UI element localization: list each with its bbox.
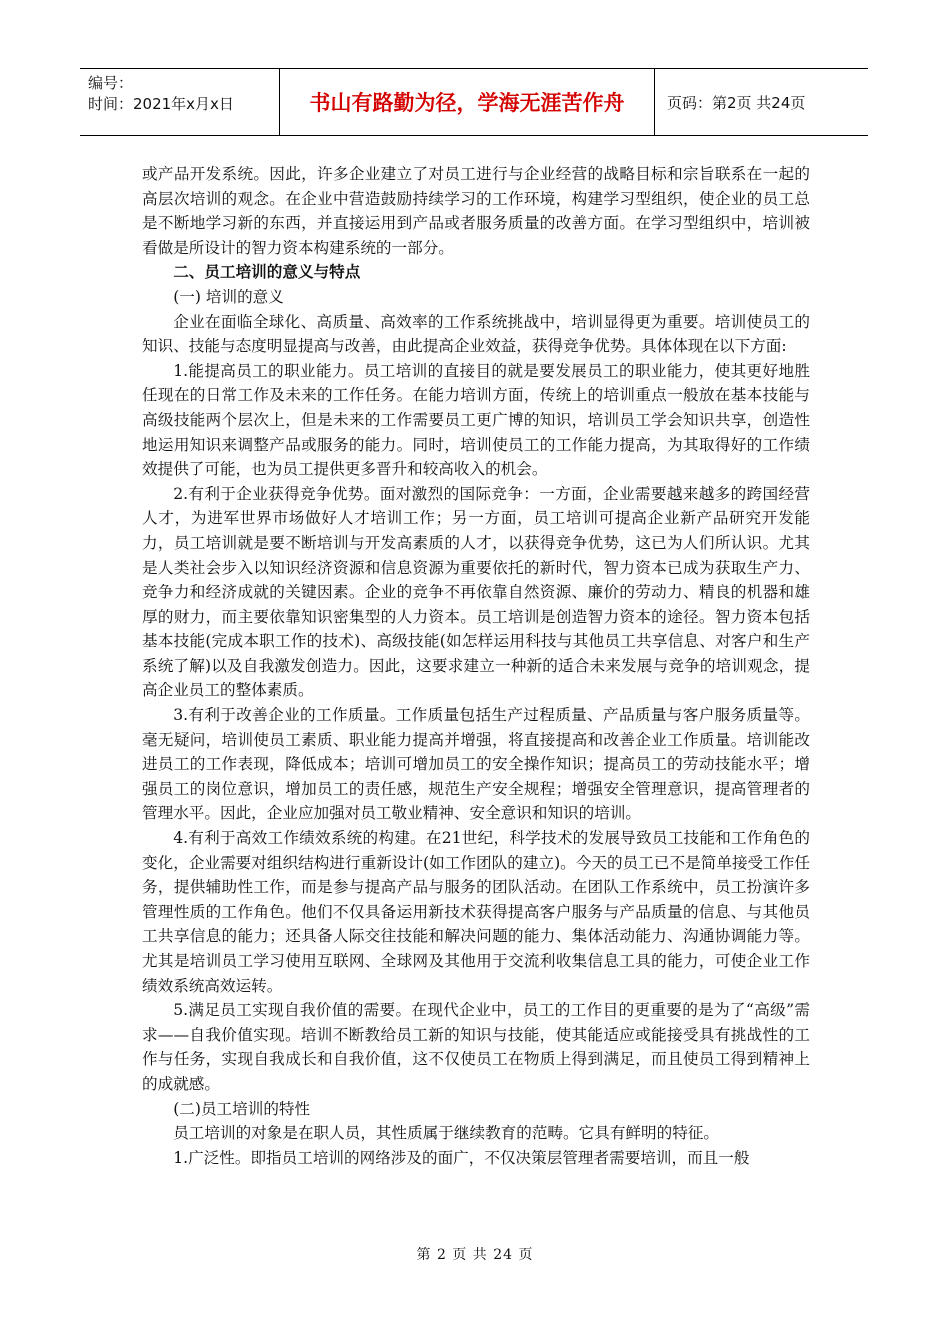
subsection-heading: (二)员工培训的特性 bbox=[173, 1099, 311, 1118]
page-footer: 第 2 页 共 24 页 bbox=[416, 1247, 534, 1263]
paragraph: 1.广泛性。即指员工培训的网络涉及的面广，不仅决策层管理者需要培训，而且一般 bbox=[173, 1148, 750, 1167]
paragraph: 或产品开发系统。因此，许多企业建立了对员工进行与企业经营的战略目标和宗旨联系在一起的高层次培训的观念。在企业中营造鼓励持续学习的工作环境，构建学习型组织，使企业的员工总是不断地学习新的东西，并直接运用到产品或者服务质量的改善方面。在学习型组织中，培训被看做是所设计的智力资本构建系统的一部分。 bbox=[142, 165, 810, 257]
paragraph: 4.有利于高效工作绩效系统的构建。在21世纪，科学技术的发展导致员工技能和工作角色的变化，企业需要对组织结构进行重新设计(如工作团队的建立)。今天的员工已不是简单接受工作任务，提供辅助性工作，而是参与提高产品与服务的团队活动。在团队工作系统中，员工扮演许多管理性质的工作角色。他们不仅具备运用新技术获得提高客户服务与产品质量的信息、与其他员工共享信息的能力；还具备人际交往技能和解决问题的能力、集体活动能力、沟通协调能力等。尤其是培训员工学习使用互联网、全球网及其他用于交流利收集信息工具的能力，可使企业工作绩效系统高效运转。 bbox=[142, 829, 810, 995]
paragraph: 1.能提高员工的职业能力。员工培训的直接目的就是要发展员工的职业能力，使其更好地胜任现在的日常工作及未来的工作任务。在能力培训方面，传统上的培训重点一般放在基本技能与高级技能两个层次上，但是未来的工作需要员工更广博的知识，培训员工学会知识共享，创造性地运用知识来调整产品或服务的能力。同时，培训使员工的工作能力提高，为其取得好的工作绩效提供了可能，也为员工提供更多晋升和较高收入的机会。 bbox=[142, 361, 810, 479]
paragraph: 5.满足员工实现自我价值的需要。在现代企业中，员工的工作目的更重要的是为了“高级”需求——自我价值实现。培训不断教给员工新的知识与技能，使其能适应或能接受具有挑战性的工作与任务，实现自我成长和自我价值，这不仅使员工在物质上得到满足，而且使员工得到精神上的成就感。 bbox=[142, 1001, 810, 1093]
paragraph: 企业在面临全球化、高质量、高效率的工作系统挑战中，培训显得更为重要。培训使员工的知识、技能与态度明显提高与改善，由此提高企业效益，获得竞争优势。具体体现在以下方面: bbox=[142, 312, 810, 356]
paragraph: 员工培训的对象是在职人员，其性质属于继续教育的范畴。它具有鲜明的特征。 bbox=[173, 1124, 719, 1143]
paragraph: 3.有利于改善企业的工作质量。工作质量包括生产过程质量、产品质量与客户服务质量等。毫无疑问，培训使员工素质、职业能力提高并增强，将直接提高和改善企业工作质量。培训能改进员工的工作表现，降低成本；培训可增加员工的安全操作知识；提高员工的劳动技能水平；增强员工的岗位意识，增加员工的责任感，规范生产安全规程；增强安全管理意识，提高管理者的管理水平。因此，企业应加强对员工敬业精神、安全意识和知识的培训。 bbox=[142, 706, 810, 823]
number-label: 编号： bbox=[88, 74, 134, 92]
header-page-info: 页码：第2页 共24页 bbox=[667, 93, 806, 112]
time-label: 时间：2021年x月x日 bbox=[88, 95, 234, 113]
document-header bbox=[80, 68, 868, 136]
document-body bbox=[142, 162, 810, 1170]
paragraph: 2.有利于企业获得竞争优势。面对激烈的国际竞争：一方面，企业需要越来越多的跨国经营人才，为进军世界市场做好人才培训工作；另一方面，员工培训可提高企业新产品研究开发能力，员工培训就是要不断培训与开发高素质的人才，以获得竞争优势，这已为人们所认识。尤其是人类社会步入以知识经济资源和信息资源为重要依托的新时代，智力资本已成为获取生产力、竞争力和经济成就的关键因素。企业的竞争不再依靠自然资源、廉价的劳动力、精良的机器和雄厚的财力，而主要依靠知识密集型的人力资本。员工培训是创造智力资本的途径。智力资本包括基本技能(完成本职工作的技术)、高级技能(如怎样运用科技与其他员工共享信息、对客户和生产系统了解)以及自我激发创造力。因此，这要求建立一种新的适合未来发展与竞争的培训观念，提高企业员工的整体素质。 bbox=[142, 484, 810, 700]
subsection-heading: (一) 培训的意义 bbox=[173, 287, 284, 306]
section-heading: 二、员工培训的意义与特点 bbox=[173, 262, 361, 282]
header-meta bbox=[80, 69, 280, 135]
header-motto: 书山有路勤为径，学海无涯苦作舟 bbox=[280, 69, 655, 135]
